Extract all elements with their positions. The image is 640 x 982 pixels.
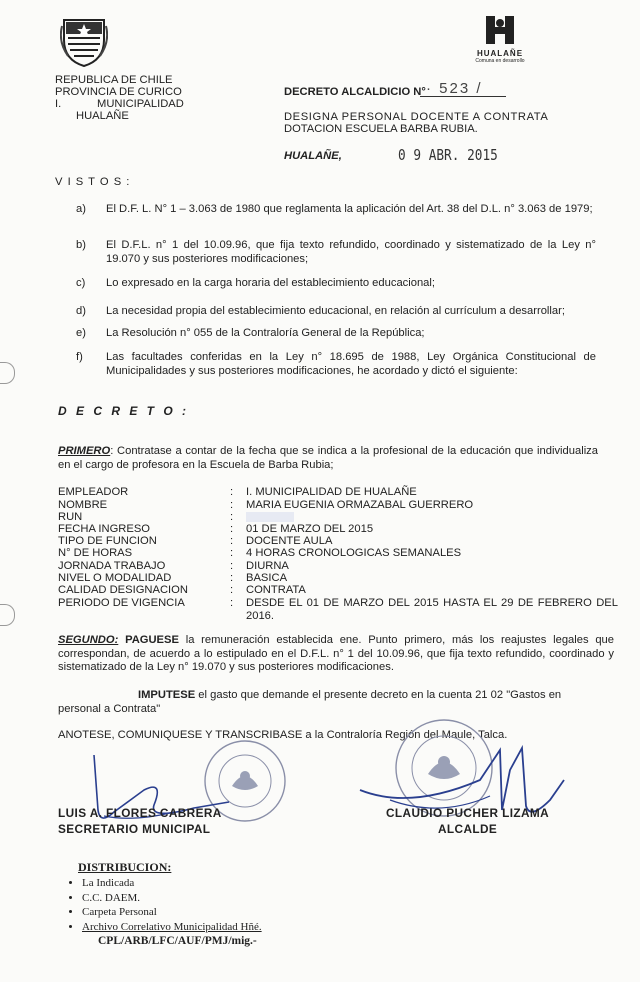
field-row: N° DE HORAS : 4 HORAS CRONOLOGICAS SEMANALES	[58, 547, 618, 560]
field-key: N° DE HORAS	[58, 547, 133, 559]
left-signatory-title: SECRETARIO MUNICIPAL	[58, 822, 211, 836]
field-value: I. MUNICIPALIDAD DE HUALAÑE	[246, 486, 417, 498]
field-row: RUN :	[58, 511, 234, 523]
field-row: FECHA INGRESO : 01 DE MARZO DEL 2015	[58, 523, 618, 536]
field-row: NIVEL O MODALIDAD : BASICA	[58, 572, 618, 585]
field-key: RUN	[58, 511, 83, 523]
field-key: EMPLEADOR	[58, 486, 129, 498]
vistos-item-text: El D.F. L. N° 1 – 3.063 de 1980 que reglamenta la aplicación del Art. 38 del D.L. n° 3.063 de 1979;	[106, 203, 593, 215]
vistos-item-text: Lo expresado en la carga horaria del establecimiento educacional;	[106, 277, 435, 289]
right-signatory-title: ALCALDE	[438, 822, 498, 836]
imputese-text: el gasto que demande el presente decreto en la cuenta 21 02 "Gastos en personal a Contrata"	[58, 689, 562, 715]
distribucion-list	[62, 876, 262, 934]
field-row: PERIODO DE VIGENCIA : DESDE EL 01 DE MARZO DEL 2015 HASTA EL 29 DE FEBRERO DEL 2016.	[58, 597, 618, 622]
vistos-item-letter: a)	[76, 203, 86, 215]
primero-label: PRIMERO	[58, 445, 111, 457]
left-signatory-name: LUIS A. FLORES CABRERA	[58, 806, 222, 820]
org-line-2: PROVINCIA DE CURICO	[55, 86, 182, 98]
coat-of-arms-icon	[60, 16, 108, 68]
field-value: BASICA	[246, 572, 288, 584]
vistos-item-text: El D.F.L. n° 1 del 10.09.96, que fija texto refundido, coordinado y sistematizado de la Ley n° 19.070 y sus posteriores modificaciones;	[106, 239, 596, 265]
decree-number: · 523 /	[426, 80, 483, 97]
vistos-item-letter: d)	[76, 305, 86, 317]
field-row: TIPO DE FUNCION : DOCENTE AULA	[58, 535, 618, 548]
distribucion-title: DISTRIBUCION:	[78, 860, 172, 874]
distribucion-item: • La Indicada	[82, 876, 262, 891]
decreto-title: D E C R E T O :	[58, 404, 190, 418]
redacted-run	[246, 512, 294, 522]
hualane-logo-icon	[480, 14, 520, 46]
vistos-item-letter: f)	[76, 351, 83, 363]
field-value: DESDE EL 01 DE MARZO DEL 2015 HASTA EL 29 DE FEBRERO DEL 2016.	[246, 597, 618, 622]
org-line-1: REPUBLICA DE CHILE	[55, 74, 173, 86]
punch-hole	[0, 362, 15, 384]
primero-paragraph	[58, 444, 598, 472]
segundo-paragraph	[58, 634, 614, 675]
field-value: DOCENTE AULA	[246, 535, 333, 547]
segundo-text: la remuneración establecida ene. Punto primero, más los reajustes legales que correspondan, de acuerdo a lo estipulado en el D.F.L. n° 1 del 10.09.96, que fija texto refundido, coordinado y sistematizado de la Ley n° 19.070 y sus posteriores modificaciones.	[58, 634, 615, 673]
field-value: MARIA EUGENIA ORMAZABAL GUERRERO	[246, 499, 474, 511]
imputese-paragraph	[58, 688, 578, 716]
field-key: FECHA INGRESO	[58, 523, 151, 535]
vistos-item-letter: e)	[76, 327, 86, 339]
subject-line-1: DESIGNA PERSONAL DOCENTE A CONTRATA	[284, 111, 549, 123]
vistos-item-text: Las facultades conferidas en la Ley n° 18.695 de 1988, Ley Orgánica Constitucional de Municipalidades y sus posteriores modificaciones, he acordado y dictó el siguiente:	[106, 351, 596, 377]
date-stamp: 0 9 ABR. 2015	[398, 146, 498, 164]
field-value: 01 DE MARZO DEL 2015	[246, 523, 374, 535]
field-key: TIPO DE FUNCION	[58, 535, 157, 547]
field-key: PERIODO DE VIGENCIA	[58, 597, 185, 609]
distribucion-item: • Carpeta Personal	[82, 905, 262, 920]
hualane-logo	[470, 14, 530, 62]
logo-tagline: Comuna en desarrollo	[475, 58, 525, 64]
vistos-item-letter: c)	[76, 277, 86, 289]
vistos-item-text: La Resolución n° 055 de la Contraloría General de la República;	[106, 327, 425, 339]
segundo-label: SEGUNDO:	[58, 634, 119, 646]
field-key: NOMBRE	[58, 499, 108, 511]
punch-hole	[0, 604, 15, 626]
vistos-title: V I S T O S :	[55, 176, 131, 188]
distribucion-item: • Archivo Correlativo Municipalidad Hñé.	[82, 920, 262, 935]
subject-line-2: DOTACION ESCUELA BARBA RUBIA.	[284, 123, 478, 135]
distribucion-initials: CPL/ARB/LFC/AUF/PMJ/mig.-	[98, 935, 257, 947]
right-signatory-name: CLAUDIO PUCHER LIZAMA	[386, 806, 550, 820]
field-row: JORNADA TRABAJO : DIURNA	[58, 560, 618, 573]
distribucion-item: • C.C. DAEM.	[82, 891, 262, 906]
anotese-line: ANOTESE, COMUNIQUESE Y TRANSCRIBASE a la Contraloría Región del Maule, Talca.	[58, 729, 508, 741]
field-row: CALIDAD DESIGNACION : CONTRATA	[58, 584, 618, 597]
place: HUALAÑE,	[284, 150, 342, 162]
org-line-4: HUALAÑE	[76, 110, 129, 122]
org-line-3-prefix: I.	[55, 98, 62, 110]
field-value: DIURNA	[246, 560, 289, 572]
field-row: NOMBRE : MARIA EUGENIA ORMAZABAL GUERRERO	[58, 499, 618, 512]
field-value: CONTRATA	[246, 584, 306, 596]
vistos-item-letter: b)	[76, 239, 86, 251]
imputese-bold: IMPUTESE	[138, 689, 196, 701]
field-row: EMPLEADOR : I. MUNICIPALIDAD DE HUALAÑE	[58, 486, 618, 499]
field-key: JORNADA TRABAJO	[58, 560, 166, 572]
field-key: CALIDAD DESIGNACION	[58, 584, 188, 596]
logo-name: HUALAÑE	[476, 49, 524, 58]
primero-text: : Contratase a contar de la fecha que se indica a la profesional de la educación que individualiza en el cargo de profesora en la Escuela de Barba Rubia;	[58, 445, 598, 471]
field-value: 4 HORAS CRONOLOGICAS SEMANALES	[246, 547, 462, 559]
vistos-item-text: La necesidad propia del establecimiento educacional, en relación al currículum a desarrollar;	[106, 305, 565, 317]
segundo-bold: PAGUESE	[125, 634, 179, 646]
org-line-3: MUNICIPALIDAD	[97, 98, 184, 110]
field-key: NIVEL O MODALIDAD	[58, 572, 172, 584]
decree-label: DECRETO ALCALDICIO N°	[284, 86, 426, 98]
